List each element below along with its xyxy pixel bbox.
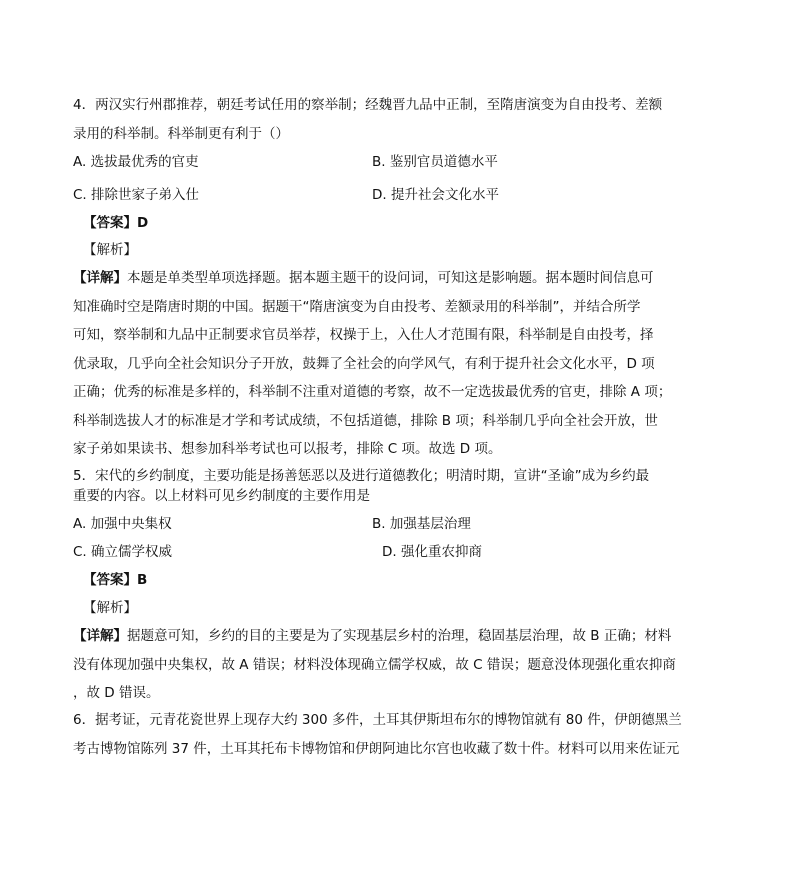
q6-stem-line2: 考古博物馆陈列 37 件，土耳其托布卡博物馆和伊朗阿迪比尔宫也收藏了数十件。材料可以用来佐证元	[73, 741, 680, 757]
q5-stem-line1: 5．宋代的乡约制度，主要功能是扬善惩恶以及进行道德教化；明清时期，宣讲“圣谕”成为乡约最	[73, 468, 650, 484]
q4-option-a: A. 选拔最优秀的官吏	[73, 154, 199, 170]
q5-option-d: D. 强化重农抑商	[382, 544, 482, 560]
q5-option-c: C. 确立儒学权威	[73, 544, 173, 560]
q5-detail-tag: 【详解】	[73, 628, 127, 644]
q4-detail-line5: 正确；优秀的标准是多样的，科举制不注重对道德的考察，故不一定选拔最优秀的官吏，排除 A 项；	[73, 384, 672, 400]
q4-analysis-tag: 【解析】	[83, 242, 137, 258]
q4-detail-line6: 科举制选拔人才的标准是才学和考试成绩，不包括道德，排除 B 项；科举制几乎向全社会开放，世	[73, 413, 658, 429]
q4-detail-line7: 家子弟如果读书、想参加科举考试也可以报考，排除 C 项。故选 D 项。	[73, 441, 502, 457]
q4-detail-line4: 优录取，几乎向全社会知识分子开放，鼓舞了全社会的向学风气，有利于提升社会文化水平，D 项	[73, 356, 655, 372]
q6-stem-line1: 6．据考证，元青花瓷世界上现存大约 300 多件，土耳其伊斯坦布尔的博物馆就有 80 件，伊朗德黑兰	[73, 712, 682, 728]
q4-answer	[83, 213, 148, 233]
q5-detail-text1: 据题意可知，乡约的目的主要是为了实现基层乡村的治理，稳固基层治理，故 B 正确；材料	[127, 628, 672, 644]
q4-detail-line1	[73, 268, 654, 288]
q5-detail-line2: 没有体现加强中央集权，故 A 错误；材料没体现确立儒学权威，故 C 错误；题意没体现强化重农抑商	[73, 657, 676, 673]
q4-option-d: D. 提升社会文化水平	[372, 187, 499, 203]
q4-detail-line2: 知准确时空是隋唐时期的中国。据题干“隋唐演变为自由投考、差额录用的科举制”，并结合所学	[73, 299, 641, 315]
q4-answer-value: D	[137, 215, 149, 231]
q4-stem-line2: 录用的科举制。科举制更有利于（）	[73, 126, 289, 142]
q4-stem-line1: 4．两汉实行州郡推荐，朝廷考试任用的察举制；经魏晋九品中正制，至隋唐演变为自由投考、差额	[73, 97, 663, 113]
q4-detail-text1: 本题是单类型单项选择题。据本题主题干的设问词，可知这是影响题。据本题时间信息可	[127, 270, 654, 286]
q5-stem-line2: 重要的内容。以上材料可见乡约制度的主要作用是	[73, 488, 370, 504]
q4-option-b: B. 鉴别官员道德水平	[372, 154, 498, 170]
q4-detail-tag: 【详解】	[73, 270, 127, 286]
q5-option-a: A. 加强中央集权	[73, 516, 172, 532]
q5-answer	[83, 570, 147, 590]
q4-option-c: C. 排除世家子弟入仕	[73, 187, 200, 203]
q4-detail-line3: 可知，察举制和九品中正制要求官员举荐，权操于上，入仕人才范围有限，科举制是自由投考，择	[73, 327, 654, 343]
q5-detail-line3: ，故 D 错误。	[73, 685, 160, 701]
q5-option-b: B. 加强基层治理	[372, 516, 471, 532]
q5-analysis-tag: 【解析】	[83, 600, 137, 616]
q4-answer-tag: 【答案】	[83, 215, 137, 231]
q5-answer-value: B	[137, 572, 148, 588]
q5-detail-line1	[73, 626, 671, 646]
q5-answer-tag: 【答案】	[83, 572, 137, 588]
